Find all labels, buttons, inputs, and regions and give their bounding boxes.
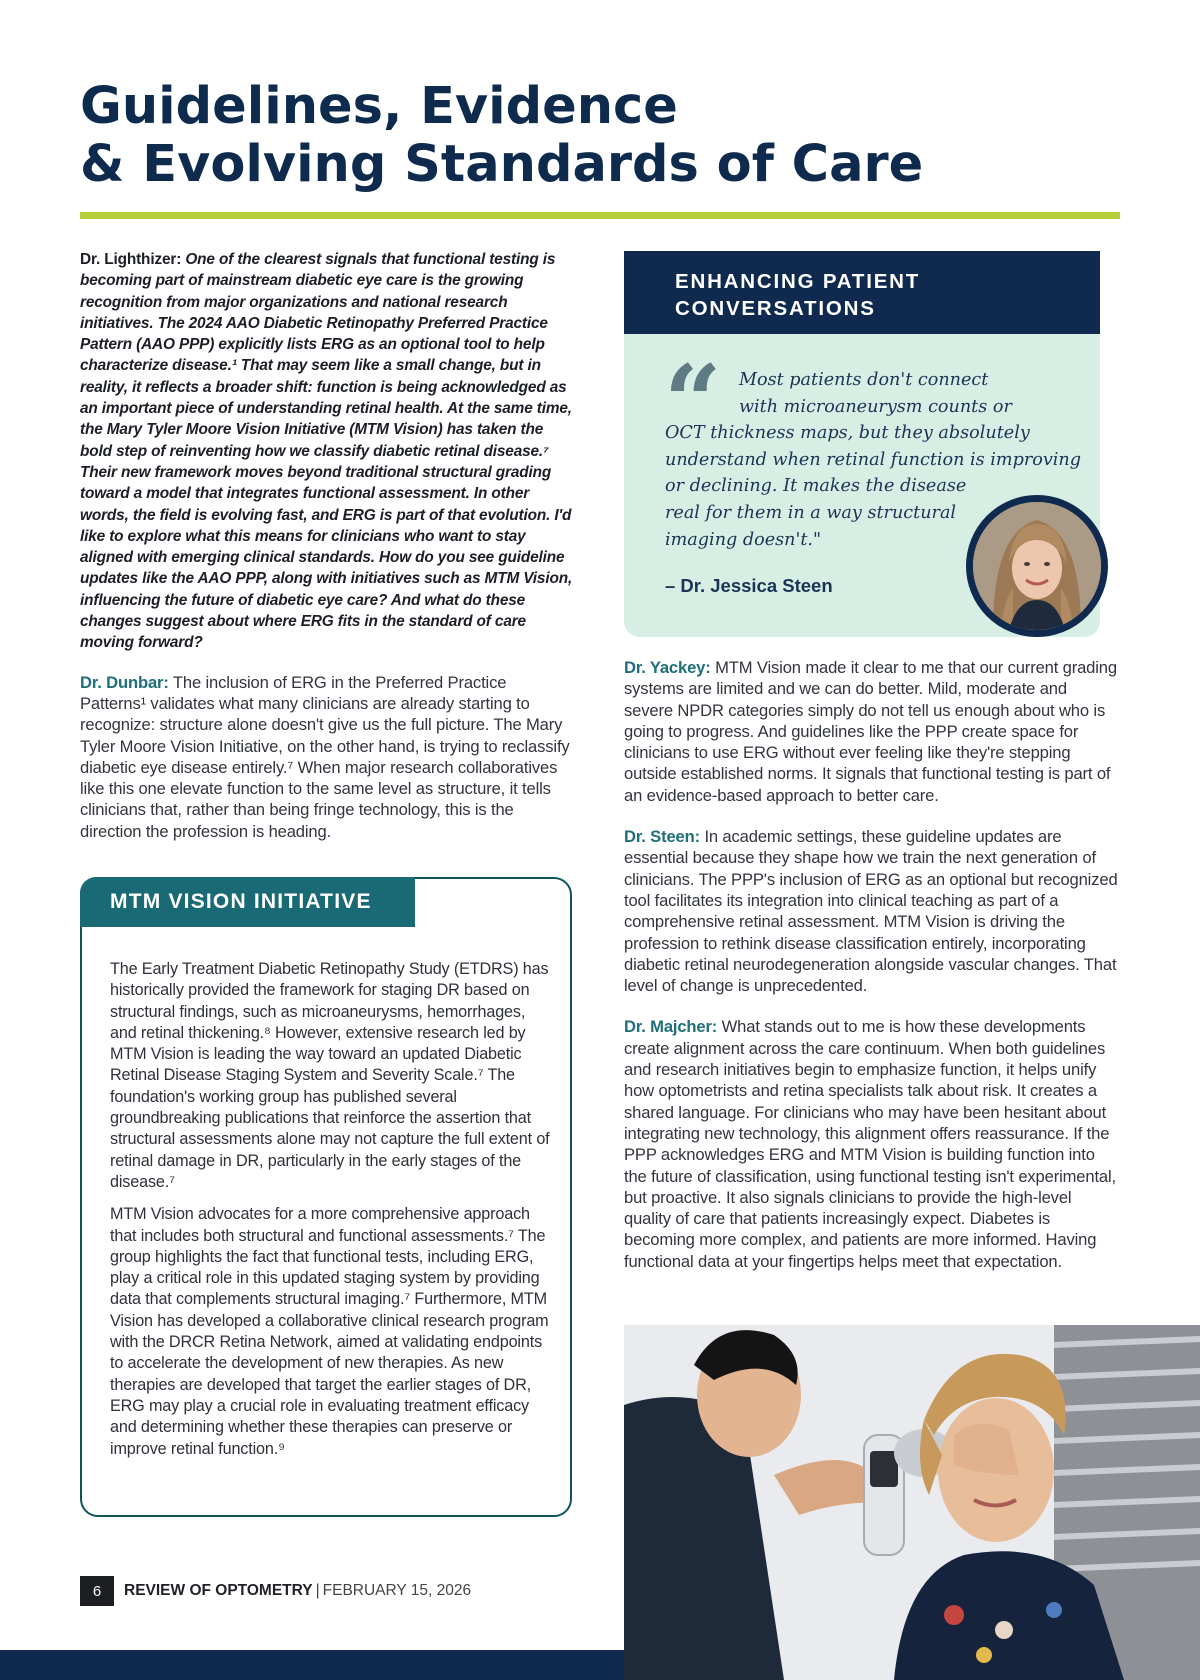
answer-dunbar xyxy=(80,672,575,842)
mtm-vision-body xyxy=(110,959,550,1471)
answer-steen xyxy=(624,826,1120,996)
footer-separator: | xyxy=(315,1582,320,1599)
speaker-steen: Dr. Steen: xyxy=(624,827,700,847)
answer-majcher xyxy=(624,1016,1120,1272)
erg-exam-photo xyxy=(624,1325,1200,1680)
title-divider xyxy=(80,212,1120,219)
quote-line: OCT thickness maps, but they absolutely xyxy=(665,423,1030,444)
answer-yackey xyxy=(624,657,1120,806)
right-column xyxy=(624,251,1120,1292)
speaker-yackey: Dr. Yackey: xyxy=(624,658,711,677)
quote-line: imaging doesn't." xyxy=(665,529,822,550)
answer-yackey-text: MTM Vision made it clear to me that our current grading systems are limited and we can do better. Mild, moderate and severe NPDR categories simply do not tell us enough about who is going to progress. And guidelines like the PPP create space for clinicians to use ERG without ever feeling like they're stepping outside established norms. It signals that functional testing is part of an evidence-based approach to better care. xyxy=(624,658,1117,805)
page-title xyxy=(80,78,923,194)
patient-conversations-box xyxy=(624,251,1100,637)
quote-attribution: – Dr. Jessica Steen xyxy=(665,575,833,596)
portrait-image xyxy=(973,502,1101,630)
avatar xyxy=(966,495,1108,637)
sidebar-heading-line-2: CONVERSATIONS xyxy=(675,297,876,320)
intro-question xyxy=(80,249,575,654)
erg-exam-illustration xyxy=(624,1325,1200,1680)
mtm-vision-box xyxy=(80,877,572,1517)
answer-steen-text: In academic settings, these guideline updates are essential because they shape how we train the next generation of clinicians. The PPP's inclusion of ERG as an optional but recognized tool facilitates its integration into clinical teaching as part of a comprehensive retinal assessment. MTM Vision is driving the profession to rethink disease classification entirely, incorporating diabetic retinal neurodegeneration alongside vascular changes. That level of change is unprecedented. xyxy=(624,827,1118,996)
quote-line: understand when retinal function is improving xyxy=(665,449,1082,470)
footer-bar xyxy=(0,1650,624,1680)
speaker-majcher: Dr. Majcher: xyxy=(624,1017,718,1037)
mtm-vision-heading: MTM VISION INITIATIVE xyxy=(80,877,415,927)
page-footer xyxy=(80,1576,471,1606)
quote-line: or declining. It makes the disease xyxy=(665,476,967,497)
mtm-paragraph-2: MTM Vision advocates for a more comprehensive approach that includes both structural and functional assessments.⁷ The group highlights the fact that functional tests, including ERG, play a critical role in this updated staging system by providing data that complements structural imaging.⁷ Furthermore, MTM Vision has developed a collaborative clinical research program with the DRCR Retina Network, aimed at validating endpoints to accelerate the development of new therapies. As new therapies are developed that target the earlier stages of DR, ERG may play a crucial role in evaluating treatment efficacy and determining whether these therapies can preserve or improve retinal function.⁹ xyxy=(110,1205,549,1458)
sidebar-heading xyxy=(624,251,1100,334)
quote-line: real for them in a way structural xyxy=(665,502,957,523)
quote-line: with microaneurysm counts or xyxy=(739,396,1012,417)
answer-dunbar-text: The inclusion of ERG in the Preferred Practice Patterns¹ validates what many clinicians are already starting to recognize: structure alone doesn't give us the full picture. The Mary Tyler Moore Vision Initiative, on the other hand, is trying to reclassify diabetic eye disease entirely.⁷ When major research collaboratives like this one elevate function to the same level as structure, it tells clinicians that, rather than being fringe technology, this is the direction the profession is heading. xyxy=(80,672,570,841)
page-title-line-1: Guidelines, Evidence xyxy=(80,77,678,136)
intro-speaker: Dr. Lighthizer: xyxy=(80,251,182,268)
left-column xyxy=(80,249,575,842)
intro-text: One of the clearest signals that functional testing is becoming part of mainstream diabetic eye care is the growing recognition from major organizations and national research initiatives. The 2024 AAO Diabetic Retinopathy Preferred Practice Pattern (AAO PPP) explicitly lists ERG as an optional tool to help characterize disease.¹ That may seem like a small change, but in reality, it reflects a broader shift: function is being acknowledged as an important piece of understanding retinal health. At the same time, the Mary Tyler Moore Vision Initiative (MTM Vision) has taken the bold step of reinventing how we classify diabetic retinal disease.⁷ Their new framework moves beyond traditional structural grading toward a model that integrates functional assessment. In other words, the field is evolving fast, and ERG is part of that evolution. I'd like to explore what this means for clinicians who want to stay aligned with emerging clinical standards. How do you see guideline updates like the AAO PPP, along with initiatives such as MTM Vision, influencing the future of diabetic eye care? And what do these changes suggest about where ERG fits in the standard of care moving forward? xyxy=(80,251,573,652)
quote-line: Most patients don't connect xyxy=(739,370,989,390)
publication-name: REVIEW OF OPTOMETRY xyxy=(124,1582,313,1599)
sidebar-heading-line-1: ENHANCING PATIENT xyxy=(675,270,921,293)
mtm-paragraph-1: The Early Treatment Diabetic Retinopathy Study (ETDRS) has historically provided the framework for staging DR based on structural findings, such as microaneurysms, hemorrhages, and retinal thickening.⁸ However, extensive research led by MTM Vision is leading the way toward an updated Diabetic Retinal Disease Staging System and Severity Scale.⁷ The foundation's working group has published several groundbreaking publications that reinforce the assertion that structural assessments alone may not capture the full extent of retinal damage in DR, particularly in the early stages of the disease.⁷ xyxy=(110,960,550,1191)
issue-date: FEBRUARY 15, 2026 xyxy=(322,1582,472,1599)
quote-mark-icon: “ xyxy=(664,343,722,461)
speaker-dunbar: Dr. Dunbar: xyxy=(80,672,169,692)
right-answers xyxy=(624,657,1120,1272)
page-number: 6 xyxy=(80,1576,114,1606)
answer-majcher-text: What stands out to me is how these developments create alignment across the care continuum. When both guidelines and research initiatives begin to emphasize function, it helps unify how optometrists and retina specialists talk about risk. It creates a shared language. For clinicians who may have been hesitant about integrating new technology, this alignment offers reassurance. If the PPP acknowledges ERG and MTM Vision is building function into the future of classification, using functional testing isn't experimental, but proactive. It also signals clinicians to provide the high-level quality of care that patients increasingly expect. Diabetes is becoming more complex, and patients are more informed. Having functional data at your fingertips helps meet that expectation. xyxy=(624,1017,1116,1271)
page-title-line-2: & Evolving Standards of Care xyxy=(80,135,924,194)
